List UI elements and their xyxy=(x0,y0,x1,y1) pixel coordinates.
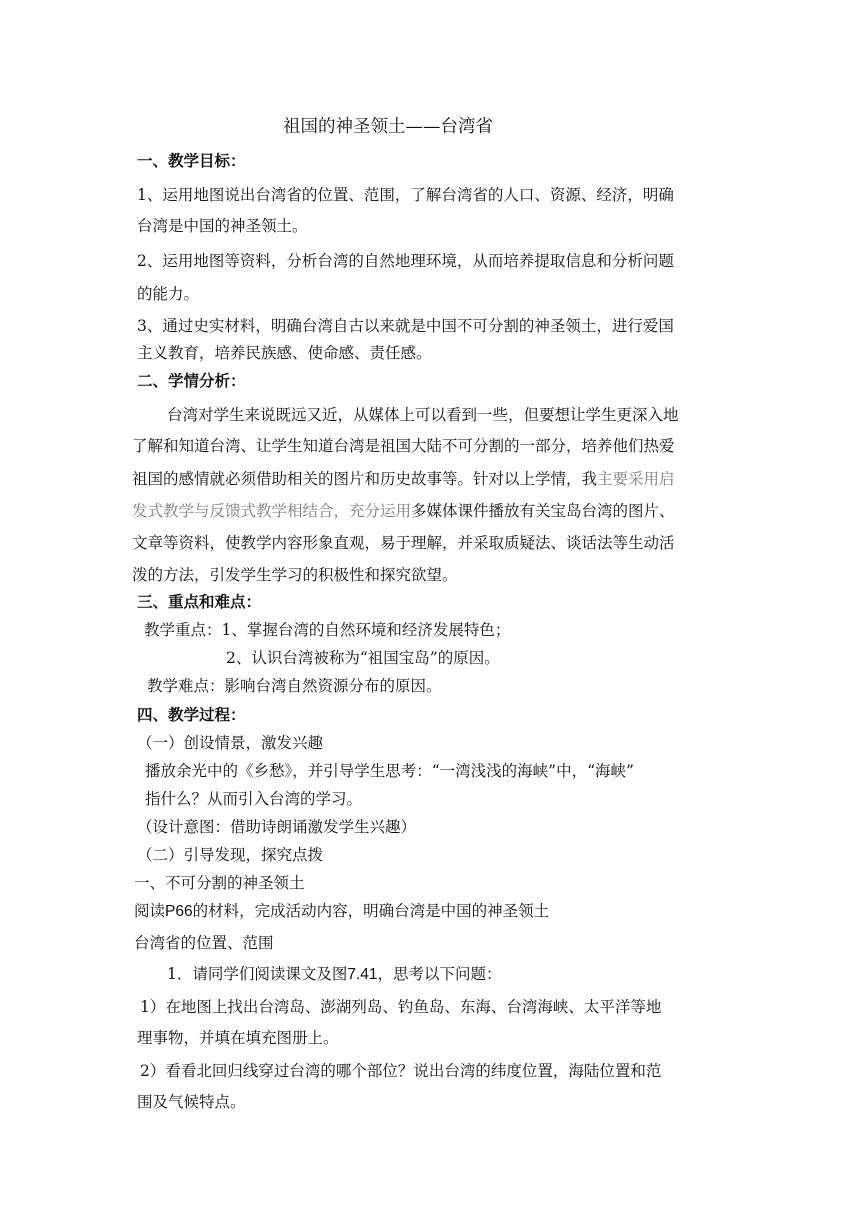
analysis-line-3-highlight: 主要采用启 xyxy=(597,470,675,488)
location-subheading: 台湾省的位置、范围 xyxy=(134,934,274,952)
analysis-line-6: 泼的方法，引发学生学习的积极性和探究欲望。 xyxy=(132,566,458,584)
section-heading-key-points: 三、重点和难点： xyxy=(137,592,262,611)
question-prompt-a: 1．请同学们阅读课文及图 xyxy=(167,965,348,983)
analysis-line-1: 台湾对学生来说既远又近，从媒体上可以看到一些，但要想让学生更深入地 xyxy=(167,406,679,424)
analysis-line-4-highlight: 发式教学与反馈式教学相结合，充分运用 xyxy=(132,502,412,520)
analysis-line-4 xyxy=(132,501,675,521)
reading-instruction-page: P66 xyxy=(165,903,193,920)
objective-3-line-2: 主义教育，培养民族感、使命感、责任感。 xyxy=(137,344,432,362)
design-intent: （设计意图：借助诗朗诵激发学生兴趣） xyxy=(137,818,417,836)
section-heading-process: 四、教学过程： xyxy=(137,705,246,724)
process-step-1-text-line-2: 指什么？从而引入台湾的学习。 xyxy=(145,790,363,808)
process-step-1: （一）创设情景，激发兴趣 xyxy=(137,734,324,752)
part-1-heading: 一、不可分割的神圣领土 xyxy=(134,874,305,892)
analysis-line-3-text: 祖国的感情就必须借助相关的图片和历史故事等。针对以上学情，我 xyxy=(132,470,598,488)
process-step-1-text-line-1: 播放余光中的《乡愁》，并引导学生思考：“一湾浅浅的海峡”中，“海峡” xyxy=(145,762,634,780)
reading-instruction xyxy=(134,901,549,922)
question-2-line-1: 2）看看北回归线穿过台湾的哪个部位？说出台湾的纬度位置，海陆位置和范 xyxy=(140,1062,662,1080)
objective-2-line-1: 2、运用地图等资料，分析台湾的自然地理环境，从而培养提取信息和分析问题 xyxy=(137,252,674,270)
objective-3-line-1: 3、通过史实材料，明确台湾自古以来就是中国不可分割的神圣领土，进行爱国 xyxy=(137,317,674,335)
analysis-line-5: 文章等资料，使教学内容形象直观，易于理解，并采取质疑法、谈话法等生动活 xyxy=(132,534,675,552)
question-2-line-2: 围及气候特点。 xyxy=(137,1093,246,1111)
objective-1-line-2: 台湾是中国的神圣领土。 xyxy=(137,217,308,235)
analysis-line-2: 了解和知道台湾、让学生知道台湾是祖国大陆不可分割的一部分，培养他们热爱 xyxy=(132,437,675,455)
key-point-1: 教学重点：1、掌握台湾的自然环境和经济发展特色； xyxy=(144,621,511,639)
objective-2-line-2: 的能力。 xyxy=(137,285,200,303)
key-point-2: 2、认识台湾被称为“祖国宝岛”的原因。 xyxy=(226,649,500,667)
difficulty-point: 教学难点：影响台湾自然资源分布的原因。 xyxy=(147,677,442,695)
section-heading-objectives: 一、教学目标： xyxy=(137,151,246,170)
process-step-2: （二）引导发现，探究点拨 xyxy=(137,846,324,864)
question-prompt-figure: 7.41 xyxy=(347,966,378,983)
question-1-line-2: 理事物，并填在填充图册上。 xyxy=(137,1029,339,1047)
question-1-line-1: 1）在地图上找出台湾岛、澎湖列岛、钓鱼岛、东海、台湾海峡、太平洋等地 xyxy=(140,998,662,1016)
analysis-line-4-text: 多媒体课件播放有关宝岛台湾的图片、 xyxy=(411,502,675,520)
document-title: 祖国的神圣领土——台湾省 xyxy=(283,117,493,137)
reading-instruction-a: 阅读 xyxy=(134,902,166,920)
section-heading-analysis: 二、学情分析： xyxy=(137,371,246,390)
question-prompt xyxy=(167,964,502,985)
question-prompt-c: ，思考以下问题： xyxy=(377,965,502,983)
reading-instruction-c: 的材料，完成活动内容，明确台湾是中国的神圣领土 xyxy=(192,902,550,920)
analysis-line-3 xyxy=(132,469,675,489)
objective-1-line-1: 1、运用地图说出台湾省的位置、范围，了解台湾省的人口、资源、经济，明确 xyxy=(137,186,674,204)
